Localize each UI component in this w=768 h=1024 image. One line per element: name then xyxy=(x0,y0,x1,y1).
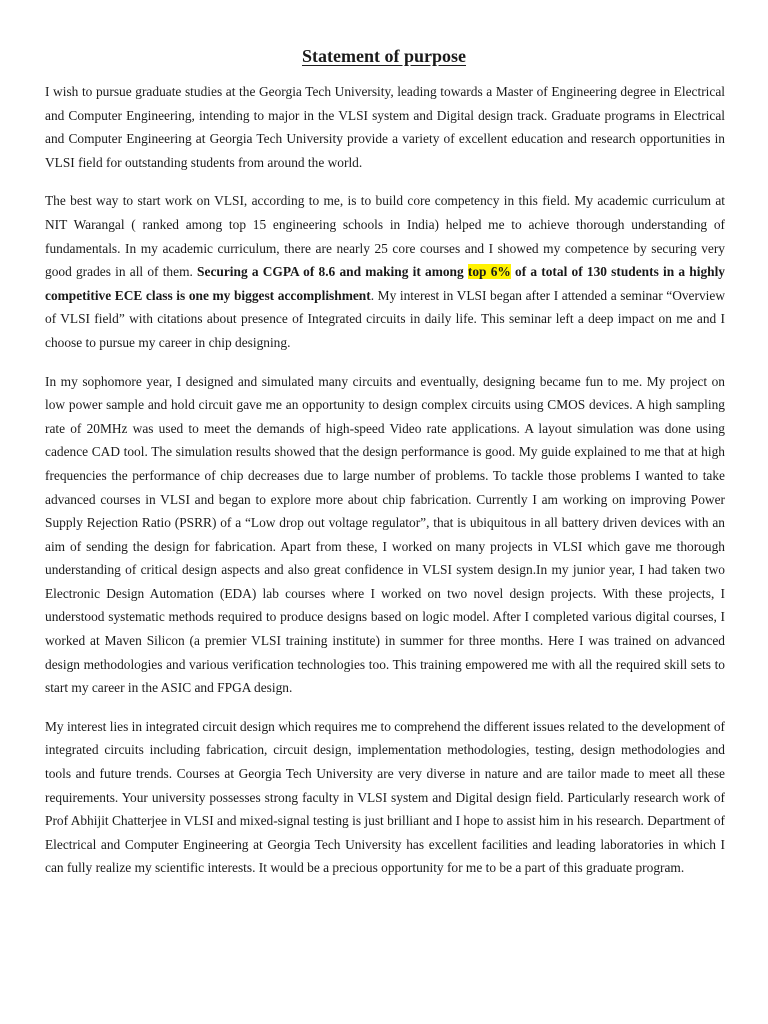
paragraph-2-intro: The best way to start work on VLSI, according to me, is to build core competency in this field. My academic curriculum at NIT Warangal ( ranked among top 15 engineering schools in India) helped me to achieve thorough understanding of fundamentals. In my academic curriculum, there are nearly 25 core courses and I showed my competence by securing very good grades in all of them. xyxy=(45,193,725,280)
document-body xyxy=(45,80,725,895)
accomplishment-text-b: of a total of 130 students in a highly competitive ECE class is one my biggest accomplishment xyxy=(45,264,725,303)
accomplishment-text-a: Securing a CGPA of 8.6 and making it among xyxy=(197,264,468,280)
paragraph-2-rest: . My interest in VLSI began after I attended a seminar “Overview of VLSI field” with citations about presence of Integrated circuits in daily life. This seminar left a deep impact on me and I choose to pursue my career in chip designing. xyxy=(45,287,725,350)
paragraph-1: I wish to pursue graduate studies at the Georgia Tech University, leading towards a Master of Engineering degree in Electrical and Computer Engineering, intending to major in the VLSI system and Digital design track. Graduate programs in Electrical and Computer Engineering at Georgia Tech University provide a variety of excellent education and research opportunities in VLSI field for outstanding students from around the world. xyxy=(45,84,725,170)
paragraph-3: In my sophomore year, I designed and simulated many circuits and eventually, designing became fun to me. My project on low power sample and hold circuit gave me an opportunity to design complex circuits using CMOS devices. A high sampling rate of 20MHz was used to meet the demands of high-speed Video rate applications. A layout simulation was done using cadence CAD tool. The simulation results showed that the design performance is good. My guide explained to me that at high frequencies the performance of chip decreases due to large number of problems. To tackle those problems I wanted to take advanced courses in VLSI and began to explore more about chip fabrication. Currently I am working on improving Power Supply Rejection Ratio (PSRR) of a “Low drop out voltage regulator”, that is ubiquitous in all battery driven devices with an aim of sending the design for fabrication. Apart from these, I worked on many projects in VLSI which gave me thorough understanding of critical design aspects and also great confidence in VLSI system design.In my junior year, I had taken two Electronic Design Automation (EDA) lab courses where I worked on two novel design projects. With these projects, I understood systematic methods required to produce designs based on logic model. After I completed various digital courses, I worked at Maven Silicon (a premier VLSI training institute) in summer for three months. Here I was trained on advanced design methodologies and various verification technologies too. This training empowered me with all the required skill sets to start my career in the ASIC and FPGA design. xyxy=(45,373,725,696)
paragraph-2 xyxy=(45,189,725,354)
page-title: Statement of purpose xyxy=(302,46,466,66)
paragraph-4: My interest lies in integrated circuit design which requires me to comprehend the different issues related to the development of integrated circuits including fabrication, circuit design, implementation methodologies, testing, design methodologies and tools and future trends. Courses at Georgia Tech University are very diverse in nature and are tailor made to meet all these requirements. Your university possesses strong faculty in VLSI system and Digital design field. Particularly research work of Prof Abhijit Chatterjee in VLSI and mixed-signal testing is just brilliant and I hope to assist him in his research. Department of Electrical and Computer Engineering at Georgia Tech University has excellent facilities and leading laboratories in which I can fully realize my scientific interests. It would be a precious opportunity for me to be a part of this graduate program. xyxy=(45,718,725,876)
highlighted-rank: top 6% xyxy=(467,264,511,280)
